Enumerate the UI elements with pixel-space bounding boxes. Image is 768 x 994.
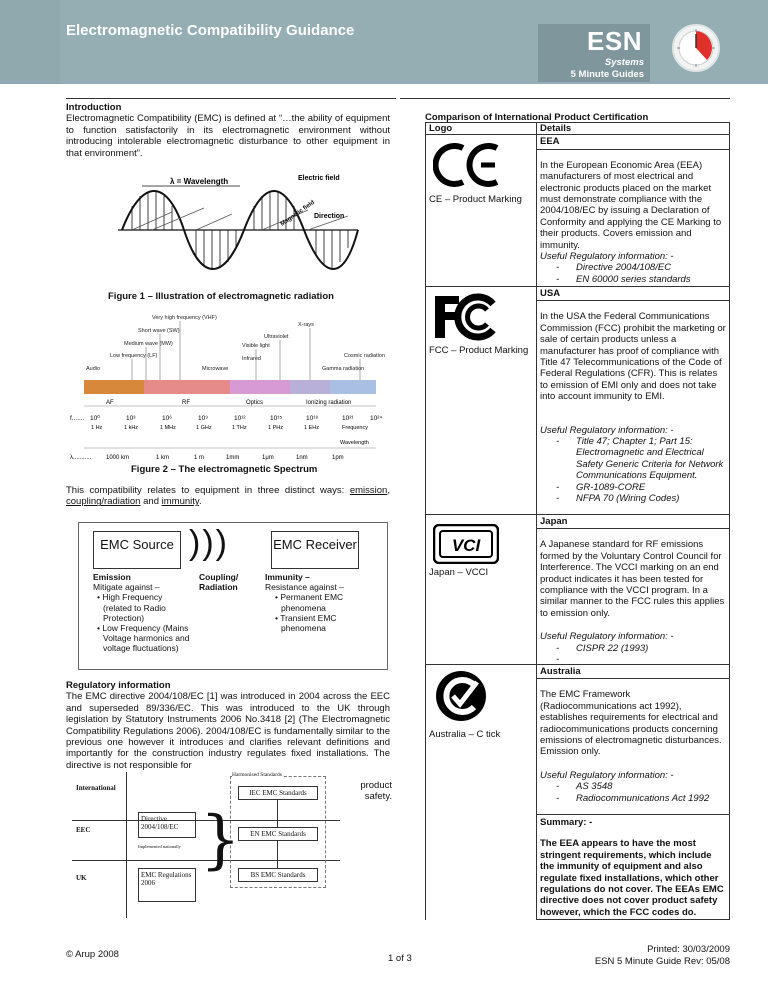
immunity-sub: Resistance against – — [265, 582, 344, 593]
emission-block — [93, 572, 193, 654]
logo-cell — [426, 287, 537, 515]
regulatory-text: The EMC directive 2004/108/EC [1] was introduced in 2004 across the EEC and superseded 89/336/EC. This was introduced to the UK through legislation by Statutory Instruments 2006 No.3418 [2] (The Electromagnetic Compatibility Regulations 2006). 2004/108/EC is fundamentally similar to the previous one however it introduces and clarifies relevant definitions and importantly for the construction industry regulates fixed installations. The directive is not responsible for — [66, 691, 390, 771]
logo-label: Australia – C tick — [429, 729, 501, 741]
regulatory-tail: product safety. — [360, 780, 392, 803]
table-header-row — [426, 123, 730, 135]
reg-list — [540, 781, 726, 804]
emc-source-node: EMC Source — [93, 531, 181, 569]
freq-unit: 1 EHz — [304, 425, 319, 431]
region-title: USA — [537, 287, 729, 301]
wavelength-value: 1nm — [296, 455, 308, 461]
useful-label: Useful Regulatory information: - — [540, 250, 674, 262]
band-label: Ultraviolet — [264, 334, 289, 340]
brace-icon: } — [200, 803, 241, 877]
list-item: - NFPA 70 (Wiring Codes) — [556, 493, 726, 504]
logo-cell — [426, 515, 537, 665]
vcci-logo-icon — [433, 524, 499, 564]
table-row — [426, 665, 730, 920]
wavelength-value: 1mm — [226, 455, 240, 461]
band-label: Gamma radiation — [322, 366, 365, 372]
electric-field-label: Electric field — [298, 175, 340, 182]
freq-unit: 1 kHz — [124, 425, 139, 431]
band-label: Visible light — [242, 343, 270, 349]
fcc-logo-icon — [433, 292, 497, 342]
freq-prefix: f....... — [70, 415, 85, 422]
em-spectrum-figure — [70, 308, 390, 468]
way-coupling: coupling/radiation — [66, 496, 141, 508]
brand-logo-text: ESN — [587, 26, 642, 56]
intro-section — [66, 102, 390, 159]
region-text: The EMC Framework (Radiocommunications act 1992), establishes requirements for electrical and radiocommunications products concerning emissions of electromagnetic disturbances. Emission only. — [540, 689, 722, 758]
immunity-block — [265, 572, 375, 633]
lambda-prefix: λ........... — [70, 455, 92, 461]
regs-box: EMC Regulations 2006 — [138, 868, 196, 902]
band-label: Infrared — [242, 356, 261, 362]
bar-label: AF — [106, 400, 114, 406]
coupling-title: Coupling/ Radiation — [199, 572, 239, 593]
band-label: Audio — [86, 366, 101, 372]
cert-table — [425, 122, 730, 920]
emc-diagram — [78, 522, 388, 670]
footer-copyright: © Arup 2008 — [66, 949, 119, 960]
footer-info — [595, 944, 730, 968]
col-logo: Logo — [426, 123, 537, 135]
regulatory-heading: Regulatory information — [66, 680, 171, 691]
magnetic-field-label: Magnetic field — [279, 199, 316, 228]
svg-text:VCI: VCI — [451, 536, 481, 556]
footer-page-number: 1 of 3 — [388, 953, 412, 964]
bar-label: Ionizing radiation — [306, 400, 352, 406]
freq-exp: 10³ — [126, 415, 136, 422]
list-item: - EN 60000 series standards — [556, 274, 726, 285]
iec-box: IEC EMC Standards — [238, 786, 318, 800]
en-box: EN EMC Standards — [238, 827, 318, 841]
freq-exp: 10²⁴ — [370, 415, 383, 422]
freq-exp: 10²¹ — [342, 415, 354, 422]
wavelength-value: 1 km — [156, 455, 170, 461]
emission-title: Emission — [93, 572, 131, 582]
freq-exp: 10⁹ — [198, 415, 209, 422]
em-wave-figure — [112, 168, 362, 280]
table-row — [426, 287, 730, 515]
freq-unit: 1 MHz — [160, 425, 176, 431]
c-tick-icon — [433, 670, 489, 722]
list-item: - AS 3548 — [556, 781, 726, 792]
band-label: Very high frequency (VHF) — [152, 315, 217, 321]
logo-cell — [426, 665, 537, 920]
right-top-rule — [400, 98, 730, 99]
freq-exp: 10¹⁵ — [270, 415, 283, 422]
band-label: Microwave — [202, 366, 229, 372]
band-label: Short wave (SW) — [138, 328, 180, 334]
bar-label: RF — [182, 400, 190, 406]
emission-item: • High Frequency (related to Radio Protection) — [97, 592, 166, 623]
ce-mark-icon — [433, 142, 507, 188]
way-immunity: immunity — [161, 496, 199, 508]
list-item: - Title 47; Chapter 1; Part 15: Electromagnetic and Electrical Safety Generic Criteria for Network Communications Equipment. — [556, 436, 726, 482]
details-cell — [537, 665, 730, 920]
coupling-waves-icon: ))) — [189, 524, 229, 562]
wavelength-value: 1pm — [332, 455, 344, 461]
brand-sub: Systems — [604, 57, 644, 68]
immunity-item: • Permanent EMC phenomena — [275, 592, 344, 613]
footer-guide: ESN 5 Minute Guide Rev: 05/08 — [594, 955, 730, 967]
freq-unit: 1 PHz — [268, 425, 283, 431]
region-title: EEA — [537, 135, 729, 149]
header-band — [60, 0, 768, 84]
row-eec: EEC — [76, 826, 91, 834]
sep: . — [198, 496, 202, 508]
summary-label: Summary: - — [540, 816, 593, 828]
emc-receiver-node: EMC Receiver — [271, 531, 359, 569]
comparison-heading: Comparison of International Product Certification — [425, 112, 649, 123]
sep: , — [387, 485, 390, 496]
esn-brand-box — [538, 24, 650, 82]
freq-exp: 10⁶ — [162, 415, 172, 422]
harmonised-label: Harmonised Standards — [232, 772, 282, 778]
brand-tag: 5 Minute Guides — [570, 69, 644, 80]
freq-unit: 1 THz — [232, 425, 247, 431]
intro-text: Electromagnetic Compatibility (EMC) is defined at “…the ability of equipment to function satisfactorily in its electromagnetic environment without introducing intolerable electromagnetic disturbance to other equipment in that environment”. — [66, 113, 390, 159]
logo-cell — [426, 135, 537, 287]
compat-intro: This compatibility relates to equipment in three distinct ways: — [66, 485, 350, 496]
band-label: X-rays — [298, 322, 314, 328]
band-label: Cosmic radiation — [344, 353, 385, 359]
wavelength-word: Wavelength — [340, 440, 369, 446]
list-item: - Directive 2004/108/EC — [556, 262, 726, 273]
table-row — [426, 515, 730, 665]
summary-block — [537, 814, 729, 918]
directive-box: Directive 2004/108/EC — [138, 812, 196, 838]
row-uk: UK — [76, 874, 87, 882]
wavelength-value: 1 m — [194, 455, 205, 461]
region-text: A Japanese standard for RF emissions formed by the Voluntary Control Council for Interference. The VCCI marking on an end product indicates it has been tested for compliance with the VCCI program. In a similar manner to the FCC rules this applies to emission only. — [540, 539, 725, 619]
col-details: Details — [537, 123, 730, 135]
compat-text — [66, 485, 390, 508]
summary-text: The EEA appears to have the most stringent requirements, which include the immunity of equipment and also regulate fixed installations, which other regulations do not cover. The EEAs EMC directive does not cover product safety however, which the FCC codes do. — [540, 838, 724, 918]
footer-printed: Printed: 30/03/2009 — [647, 944, 730, 955]
clock-icon — [672, 24, 720, 72]
list-item: - GR-1089-CORE — [556, 482, 726, 493]
wavelength-value: 1μm — [262, 455, 274, 461]
useful-label: Useful Regulatory information: - — [540, 424, 674, 436]
emission-sub: Mitigate against – — [93, 582, 160, 593]
reg-list — [540, 436, 726, 504]
figure2-caption: Figure 2 – The electromagnetic Spectrum — [131, 464, 318, 475]
way-emission: emission — [349, 485, 388, 496]
left-top-rule — [66, 98, 396, 99]
region-text: In the USA the Federal Communications Commission (FCC) prohibit the marketing or sale of certain products unless a manufacturer has proof of compliance with Title 47 Telecommunications of the Code of Federal Regulations (CFR). This is relates to emission of EMI only and does not take into account immunity to EMI. — [540, 311, 726, 403]
bs-box: BS EMC Standards — [238, 868, 318, 882]
direction-label: Direction — [314, 213, 345, 220]
region-title: Japan — [537, 515, 729, 529]
list-item: - Radiocommunications Act 1992 — [556, 793, 726, 804]
details-cell — [537, 515, 730, 665]
page-header — [0, 0, 768, 84]
freq-unit: Frequency — [342, 425, 368, 431]
freq-unit: 1 Hz — [91, 425, 103, 431]
details-cell — [537, 135, 730, 287]
figure1-caption: Figure 1 – Illustration of electromagnetic radiation — [108, 291, 334, 302]
implemented-label: Implemented nationally — [138, 844, 181, 849]
band-label: Medium wave (MW) — [124, 341, 173, 347]
table-row — [426, 135, 730, 287]
useful-label: Useful Regulatory information: - — [540, 631, 674, 643]
freq-exp: 10¹² — [234, 415, 246, 422]
logo-label: CE – Product Marking — [429, 193, 522, 205]
immunity-item: • Transient EMC phenomena — [275, 612, 337, 633]
reg-list — [540, 262, 726, 285]
wavelength-label: λ = Wavelength — [170, 177, 229, 186]
list-item: - CISPR 22 (1993) — [556, 643, 726, 654]
region-title: Australia — [537, 665, 729, 679]
immunity-title: Immunity – — [265, 572, 310, 582]
page-title: Electromagnetic Compatibility Guidance — [66, 22, 355, 39]
emission-item: • Low Frequency (Mains Voltage harmonics and voltage fluctuations) — [97, 622, 190, 654]
row-international: International — [76, 784, 116, 792]
band-label: Low frequency (LF) — [110, 353, 158, 359]
useful-label: Useful Regulatory information: - — [540, 769, 674, 781]
region-text: In the European Economic Area (EEA) manufacturers of most electrical and electronic products placed on the market must demonstrate compliance with the 2004/108/EC by issuing a Declaration of Conformity and applying the CE Marking to their products. Covers emission and immunity. — [540, 159, 722, 251]
bar-label: Optics — [246, 400, 264, 406]
details-cell — [537, 287, 730, 515]
freq-exp: 10⁰ — [90, 415, 100, 422]
logo-label: FCC – Product Marking — [429, 345, 529, 357]
sep: and — [140, 496, 162, 508]
regulatory-section — [66, 680, 390, 771]
logo-label: Japan – VCCI — [429, 567, 489, 579]
wavelength-value: 1000 km — [106, 455, 130, 461]
freq-exp: 10¹⁸ — [306, 415, 319, 422]
intro-heading: Introduction — [66, 102, 122, 113]
regulatory-diagram — [72, 772, 340, 918]
reg-list — [540, 643, 726, 654]
freq-unit: 1 GHz — [196, 425, 212, 431]
